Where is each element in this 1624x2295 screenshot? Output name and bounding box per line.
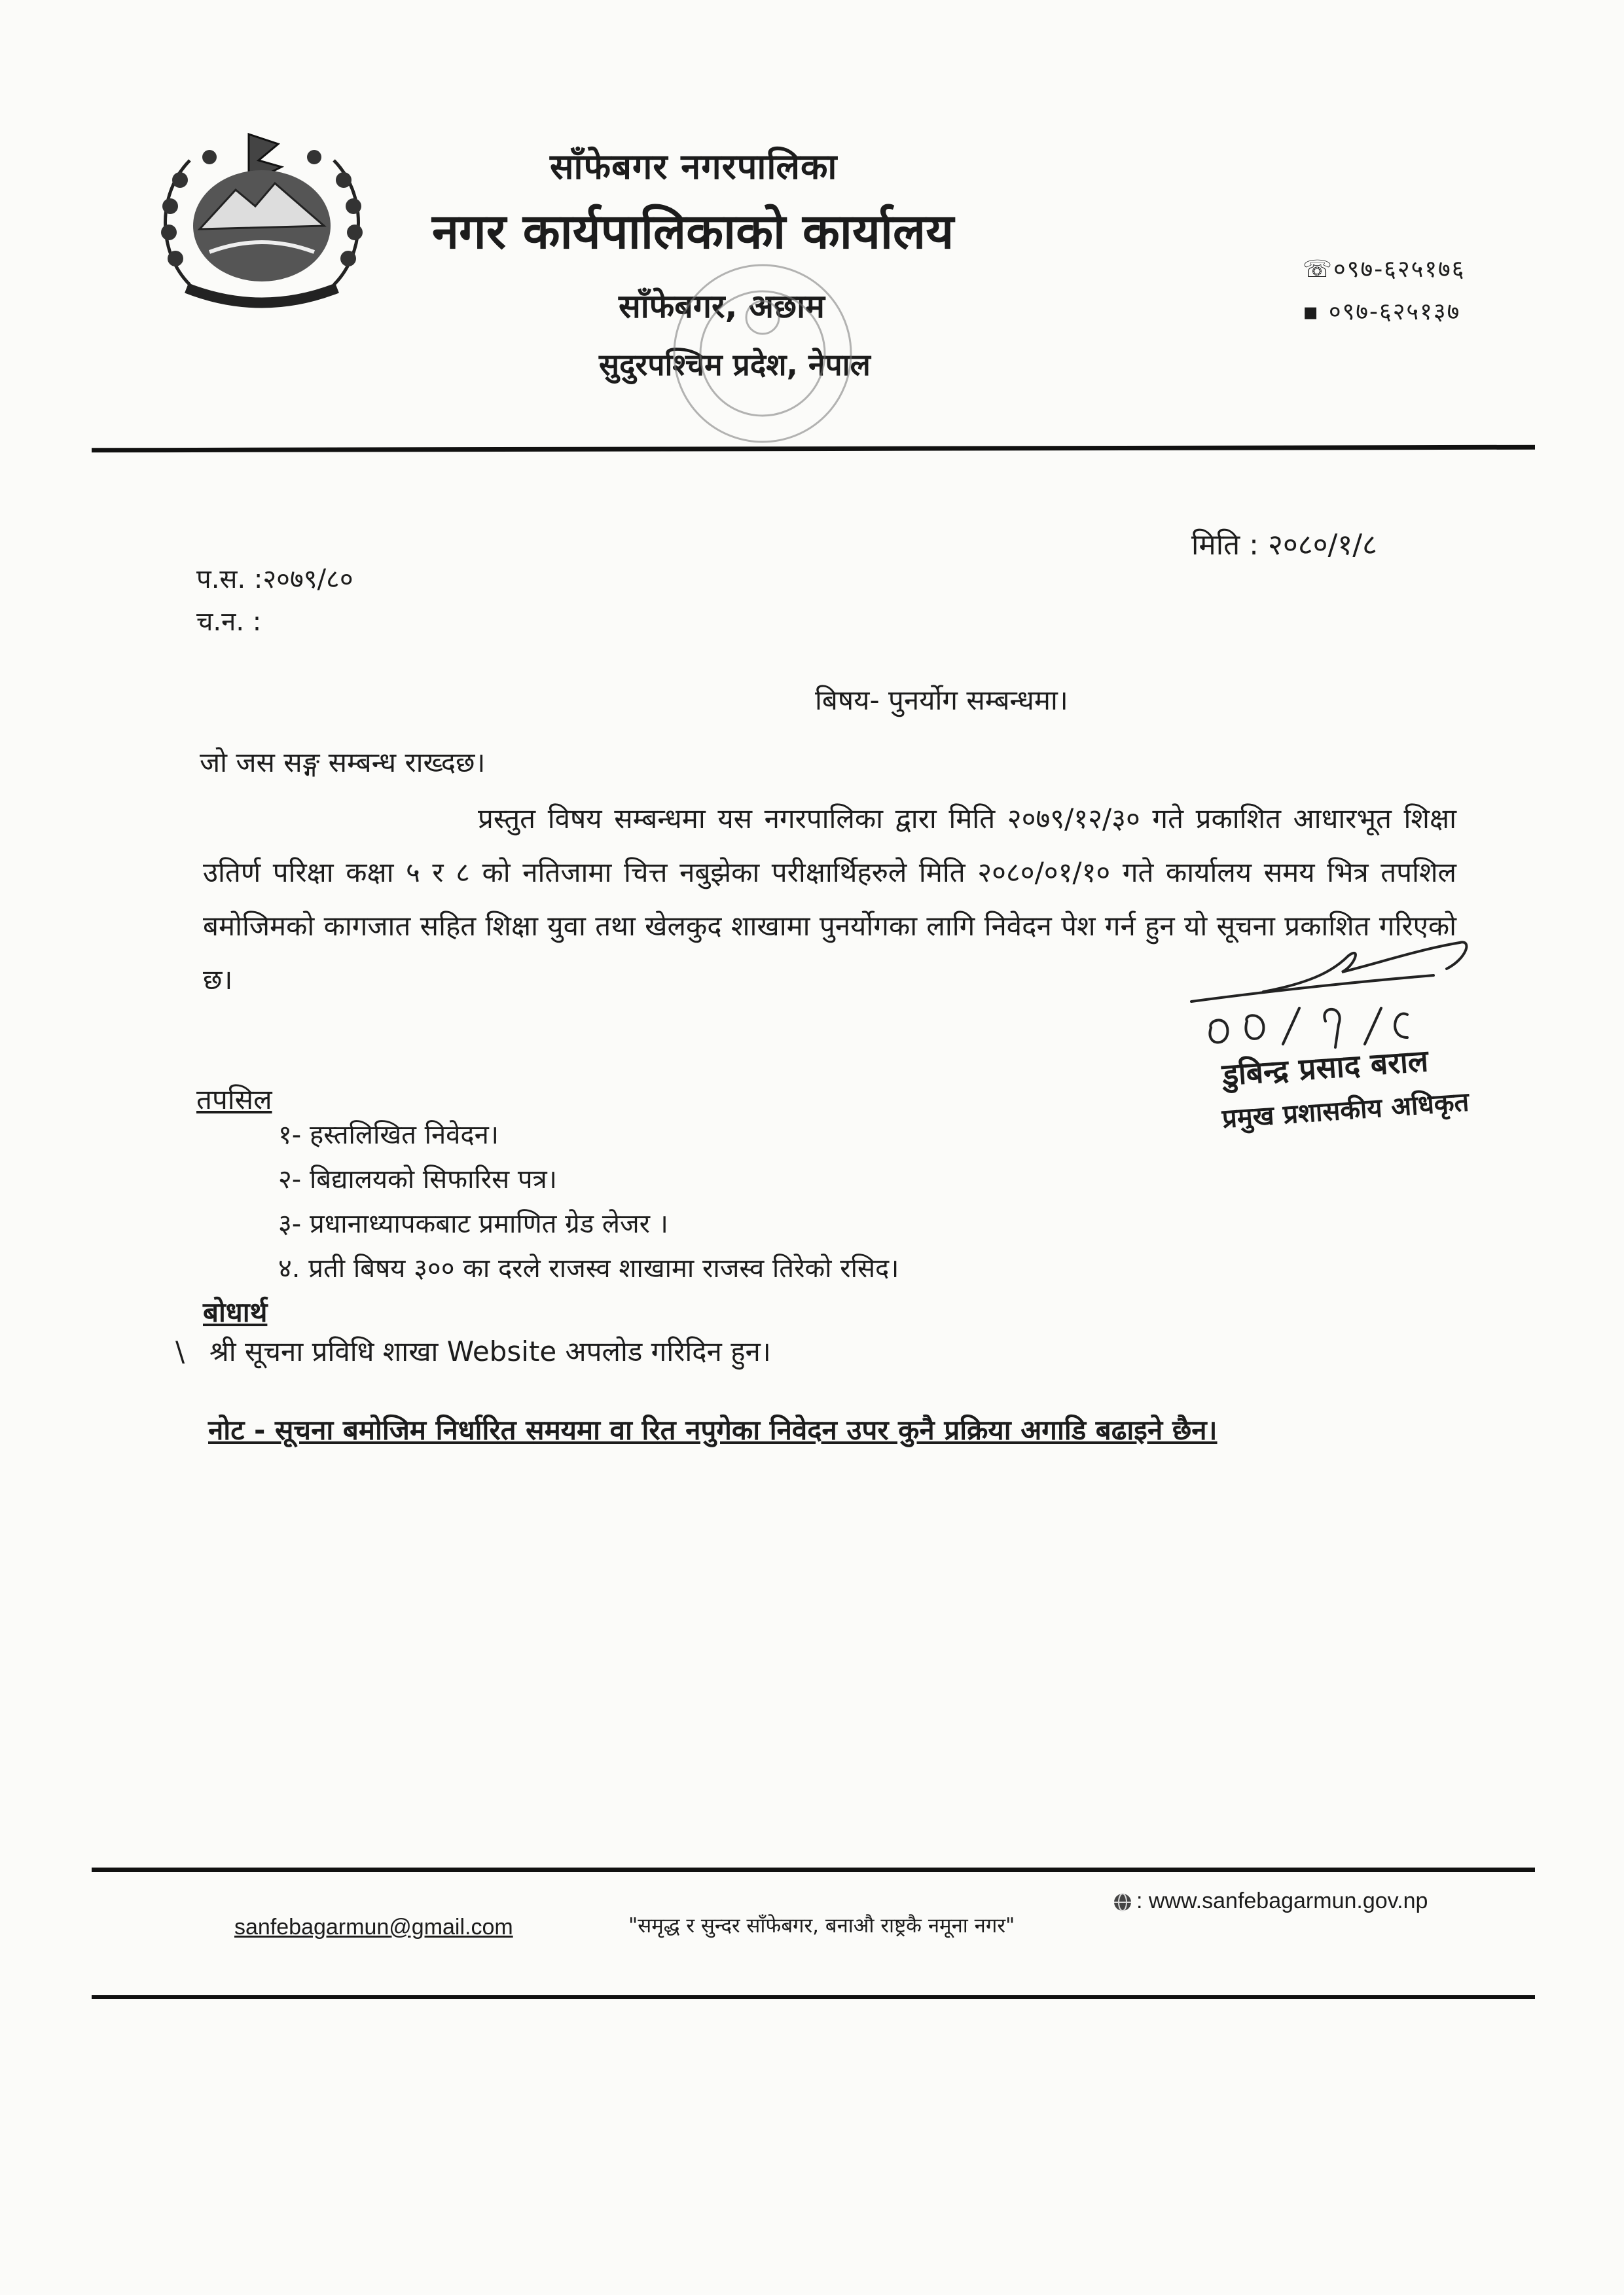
tapsil-heading: तपसिल — [196, 1083, 272, 1115]
office-name: नगर कार्यपालिकाको कार्यालय — [432, 204, 954, 260]
bodharth-heading: बोधार्थ — [203, 1296, 268, 1328]
phone-number-1: ☏०९७-६२५१७६ — [1303, 256, 1466, 283]
office-address: साँफेबगर, अछाम — [619, 287, 825, 325]
globe-icon — [1113, 1892, 1132, 1912]
office-stamp-icon — [655, 255, 871, 452]
reference-number: प.स. :२०७९/८० — [196, 564, 353, 594]
salutation: जो जस सङ्ग सम्बन्ध राख्दछ। — [200, 746, 486, 778]
list-item: १- हस्तलिखित निवेदन। — [278, 1120, 499, 1150]
tapsil-list — [278, 1113, 899, 1291]
dispatch-number: च.न. : — [196, 607, 262, 637]
letter-subject: बिषय- पुनर्योग सम्बन्धमा। — [815, 684, 1068, 716]
fax-icon: ▪ — [1303, 298, 1329, 325]
phone-icon: ☏ — [1303, 256, 1334, 283]
letter-date: मिति : २०८०/१/८ — [1191, 528, 1377, 562]
signer-name: डुबिन्द्र प्रसाद बराल — [1221, 1042, 1430, 1093]
list-item: २- बिद्यालयको सिफारिस पत्र। — [278, 1165, 557, 1195]
footer-motto: "समृद्ध र सुन्दर साँफेबगर, बनाऔ राष्ट्रकै नमूना नगर" — [628, 1914, 1015, 1938]
footer-divider-bottom — [92, 1995, 1535, 1999]
municipality-name: साँफेबगर नगरपालिका — [550, 146, 838, 187]
nepal-emblem-icon — [151, 121, 373, 331]
province-country: सुदुरपश्चिम प्रदेश, नेपाल — [599, 347, 871, 382]
bodharth-text: श्री सूचना प्रविधि शाखा Website अपलोड गरिदिन हुन। — [209, 1335, 771, 1367]
list-item: ३- प्रधानाध्यापकबाट प्रमाणित ग्रेड लेजर । — [278, 1209, 668, 1239]
list-item: ४. प्रती बिषय ३०० का दरले राजस्व शाखामा राजस्व तिरेको रसिद। — [278, 1254, 899, 1284]
fax-number: ▪ ०९७-६२५१३७ — [1303, 298, 1461, 325]
footer-website: : www.sanfebagarmun.gov.np — [1113, 1888, 1428, 1914]
letter-body: प्रस्तुत विषय सम्बन्धमा यस नगरपालिका द्वारा मिति २०७९/१२/३० गते प्रकाशित आधारभूत शिक्षा उतिर्ण परिक्षा कक्षा ५ र ८ को नतिजामा चित्त नबुझेका परीक्षार्थिहरुले मिति २०८०/०१/१० गते कार्यालय समय भित्र तपशिल बमोजिमको कागजात सहित शिक्षा युवा तथा खेलकुद शाखामा पुनर्योगका लागि निवेदन पेश गर्न हुन यो सूचना प्रकाशित गरिएको छ। — [203, 803, 1456, 996]
signer-title: प्रमुख प्रशासकीय अधिकृत — [1221, 1087, 1470, 1134]
tick-mark-icon: \ — [175, 1335, 185, 1367]
footer-divider-top — [92, 1868, 1535, 1872]
notice-note: नोट - सूचना बमोजिम निर्धारित समयमा वा रित नपुगेका निवेदन उपर कुनै प्रक्रिया अगाडि बढाइने छैन। — [208, 1414, 1218, 1446]
footer-email: sanfebagarmun@gmail.com — [234, 1915, 513, 1940]
